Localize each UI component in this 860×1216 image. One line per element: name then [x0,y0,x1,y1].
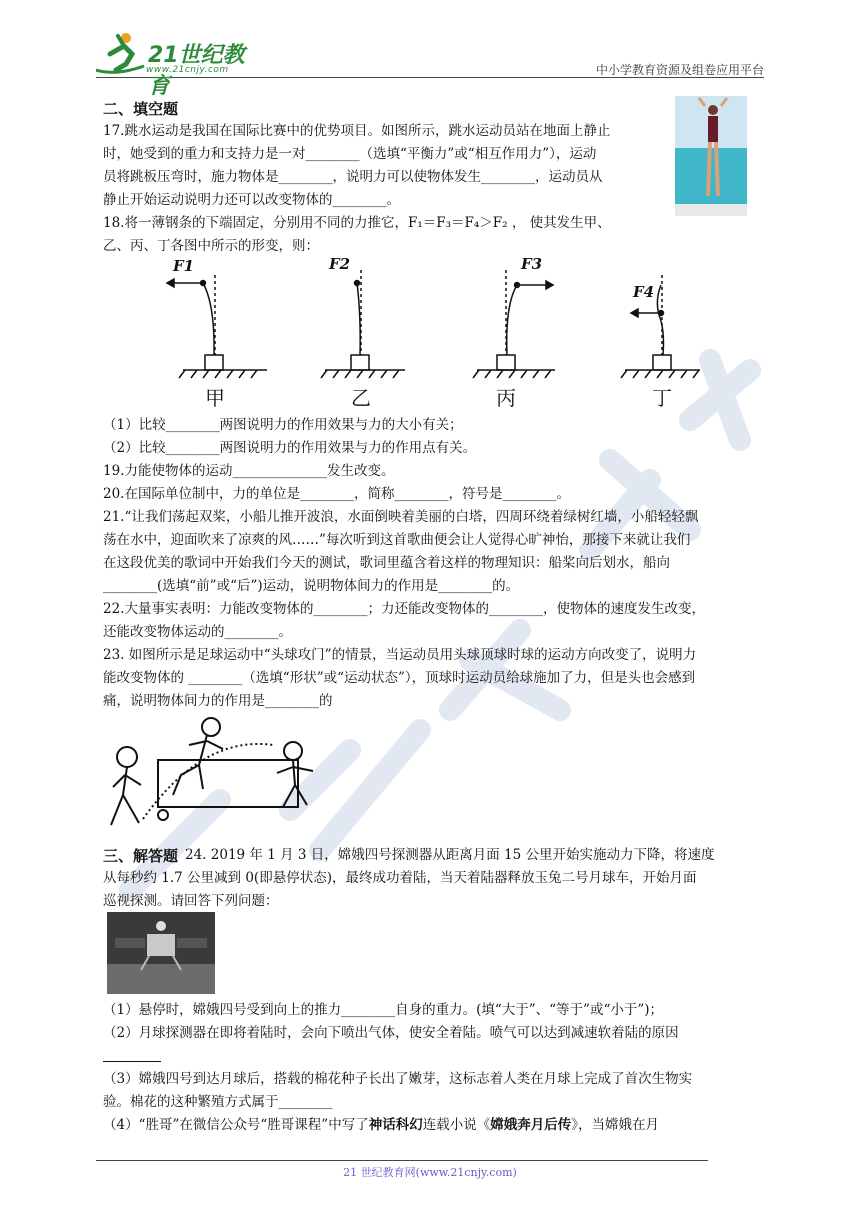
page-header [96,30,764,99]
label-f2: F2 [329,255,351,273]
runner-icon [96,30,146,76]
q24-part-1: （1）悬停时，嫦娥四号受到向上的推力________自身的重力。(填“大于”、“等于”或“小于”)； [103,1002,664,1018]
section-2-title: 二、填空题 [103,100,179,118]
q19-line: 19.力能使物体的运动______________发生改变。 [103,463,395,479]
q17-line-3: 员将跳板压弯时，施力物体是________，说明力可以使物体发生________，运动员从 [103,169,603,185]
q21-line-1: 21.“让我们荡起双桨，小船儿推开波浪，水面倒映着美丽的白塔，四周环绕着绿树红墙，小船轻轻飘 [103,509,699,525]
caption-bing: 丙 [496,386,516,410]
p4-bold-1: 神话科幻 [368,1117,423,1133]
section-3-title: 三、解答题 [103,847,179,865]
q20-line: 20.在国际单位制中，力的单位是________，简称________，符号是________。 [103,486,570,502]
p4-bold-2: 嫦娥奔月后传 [490,1117,572,1133]
footer-divider [96,1160,708,1161]
header-platform-text: 中小学教育资源及组卷应用平台 [595,63,764,77]
q17-line-4: 静止开始运动说明力还可以改变物体的________。 [103,192,400,208]
figure-jia [167,275,267,378]
q24-line-3: 巡视探测。请回答下列问题： [103,893,279,909]
q24-line-2: 从每秒约 1.7 公里减到 0(即悬停状态)，最终成功着陆，当天着陆器释放玉兔二号月球车，开始月面 [103,870,697,886]
q18-part-1: （1）比较________两图说明力的作用效果与力的大小有关； [103,417,463,433]
footer-text: 21 世纪教育网(www.21cnjy.com) [343,1166,517,1179]
logo-text: 21世纪教育 [148,43,245,99]
soccer-header-figure [103,715,343,837]
logo [96,30,266,99]
q24-line-1: 24. 2019 年 1 月 3 日，嫦娥四号探测器从距离月面 15 公里开始实施动力下降，将速度 [185,847,715,863]
q23-line-2: 能改变物体的 ________（选填“形状”或“运动状态”），顶球时运动员给球施加了力，但是头也会感到 [103,670,696,686]
logo-url: www.21cnjy.com [146,65,229,75]
label-f4: F4 [633,283,655,301]
q17-line-1: 17.跳水运动是我国在国际比赛中的优势项目。如图所示，跳水运动员站在地面上静止 [103,123,611,139]
figure-bing [473,270,555,378]
caption-jia: 甲 [205,386,225,410]
diver-photo [675,96,747,216]
label-f3: F3 [521,255,543,273]
p4-mid: 连载小说《 [422,1117,491,1133]
q17-line-2: 时，她受到的重力和支持力是一对________（选填“平衡力”或“相互作用力”），运动 [103,146,597,162]
answer-blank-rule [103,1061,161,1062]
q18-line-2: 乙、丙、丁各图中所示的形变，则： [103,238,319,254]
steel-strip-figure [155,255,700,415]
p4-suffix: 》，当嫦娥在月 [571,1117,659,1133]
q23-line-3: 痛，说明物体间力的作用是________的 [103,693,333,709]
moon-lander-photo [107,912,215,994]
q24-part-3-line-2: 验。棉花的这种繁殖方式属于________ [103,1094,333,1110]
q24-part-2: （2）月球探测器在即将着陆时，会向下喷出气体，使安全着陆。喷气可以达到减速软着陆的原因 [103,1025,679,1041]
figure-yi [321,270,405,378]
q23-line-1: 23. 如图所示是足球运动中“头球攻门”的情景，当运动员用头球顶球时球的运动方向改变了，说明力 [103,647,697,663]
p4-prefix: （4）“胜哥”在微信公众号“胜哥课程”中写了 [103,1117,369,1133]
q22-line-2: 还能改变物体运动的________。 [103,624,292,640]
caption-yi: 乙 [351,386,371,410]
q21-line-3: 在这段优美的歌词中开始我们今天的测试，歌词里蕴含着这样的物理知识：船桨向后划水，船向 [103,555,670,571]
q22-line-1: 22.大量事实表明：力能改变物体的________；力还能改变物体的________，使物体的速度发生改变， [103,601,705,617]
q21-line-2: 荡在水中，迎面吹来了凉爽的风……”每次听到这首歌曲便会让人觉得心旷神怡，那接下来就让我们 [103,532,691,548]
label-f1: F1 [173,257,195,275]
caption-ding: 丁 [652,386,672,410]
q21-line-4: ________(选填“前”或“后”)运动，说明物体间力的作用是________的。 [103,578,520,594]
q24-part-4 [103,1115,659,1135]
q18-part-2: （2）比较________两图说明力的作用效果与力的作用点有关。 [103,440,477,456]
q18-line-1: 18.将一薄钢条的下端固定，分别用不同的力推它，F₁＝F₃＝F₄＞F₂ ， 使其发生甲、 [103,215,611,231]
q24-part-3-line-1: （3）嫦娥四号到达月球后，搭载的棉花种子长出了嫩芽，这标志着人类在月球上完成了首次生物实 [103,1071,693,1087]
